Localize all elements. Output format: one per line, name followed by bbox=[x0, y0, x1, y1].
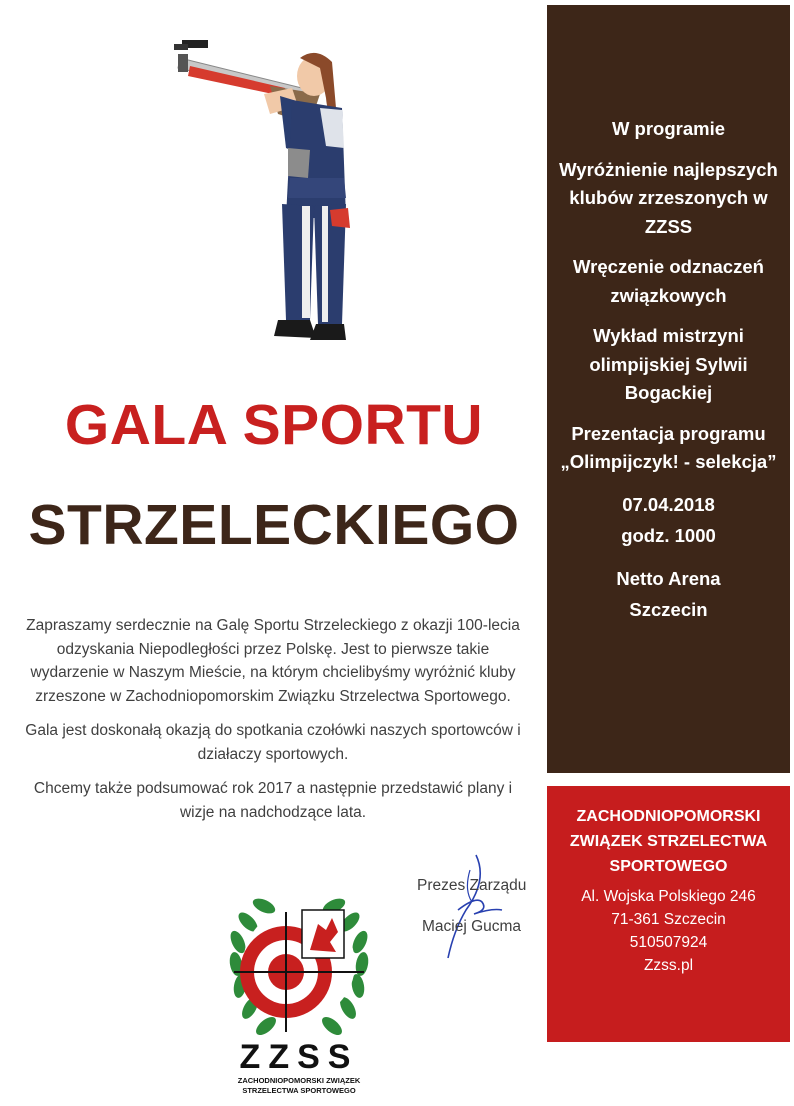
event-venue bbox=[559, 563, 778, 625]
phone-number: 510507924 bbox=[629, 934, 708, 951]
president-title: Prezes Zarządu bbox=[417, 877, 527, 894]
contact-box bbox=[547, 786, 790, 1042]
intro-paragraph: Gala jest doskonałą okazją do spotkania czołówki naszych sportowców i działaczy sportowych. bbox=[25, 722, 521, 763]
logo-subtext-2: STRZELECTWA SPORTOWEGO bbox=[242, 1086, 356, 1095]
zzss-logo bbox=[214, 872, 384, 1098]
venue-line-1: Netto Arena bbox=[616, 567, 721, 589]
intro-paragraph: Zapraszamy serdecznie na Galę Sportu Strzeleckiego z okazji 100-lecia odzyskania Niepodległości przez Polskę. Jest to pierwsze takie wydarzenie w Naszym Mieście, na którym chcielibyśmy wyróżnić kluby zrzeszone w Zachodniopomorskim Związku Strzelectwa Sportowego. bbox=[26, 617, 520, 705]
intro-paragraph: Chcemy także podsumować rok 2017 a następnie przedstawić plany i wizje na nadchodzące lata. bbox=[33, 780, 513, 821]
program-item: Prezentacja programu „Olimpijczyk! - selekcja” bbox=[560, 422, 777, 472]
venue-line-2: Szczecin bbox=[629, 598, 708, 620]
signature bbox=[436, 850, 506, 965]
program-heading: W programie bbox=[611, 118, 726, 139]
program-sidebar bbox=[547, 5, 790, 773]
website-link[interactable]: Zzss.pl bbox=[643, 957, 694, 974]
event-datetime bbox=[559, 489, 778, 551]
title-line-2: STRZELECKIEGO bbox=[28, 493, 520, 557]
org-name: ZACHODNIOPOMORSKI ZWIĄZEK STRZELECTWA SPORTOWEGO bbox=[569, 808, 768, 875]
event-time: godz. 1000 bbox=[621, 524, 716, 546]
president-name: Maciej Gucma bbox=[422, 918, 522, 935]
logo-text: ZZSS bbox=[239, 1038, 359, 1076]
program-item: Wręczenie odznaczeń związkowych bbox=[573, 256, 764, 306]
address-line-1: Al. Wojska Polskiego 246 bbox=[581, 888, 756, 905]
program-item: Wykład mistrzyni olimpijskiej Sylwii Bogackiej bbox=[589, 325, 748, 403]
shooter-photo bbox=[160, 28, 370, 348]
address-line-2: 71-361 Szczecin bbox=[611, 911, 726, 928]
intro-text bbox=[16, 614, 530, 835]
logo-subtext-1: ZACHODNIOPOMORSKI ZWIĄZEK bbox=[237, 1076, 361, 1085]
president-block bbox=[417, 877, 527, 935]
event-date: 07.04.2018 bbox=[622, 493, 715, 515]
program-item: Wyróżnienie najlepszych klubów zrzeszonych w ZZSS bbox=[559, 158, 778, 237]
title-line-1: GALA SPORTU bbox=[64, 393, 484, 457]
